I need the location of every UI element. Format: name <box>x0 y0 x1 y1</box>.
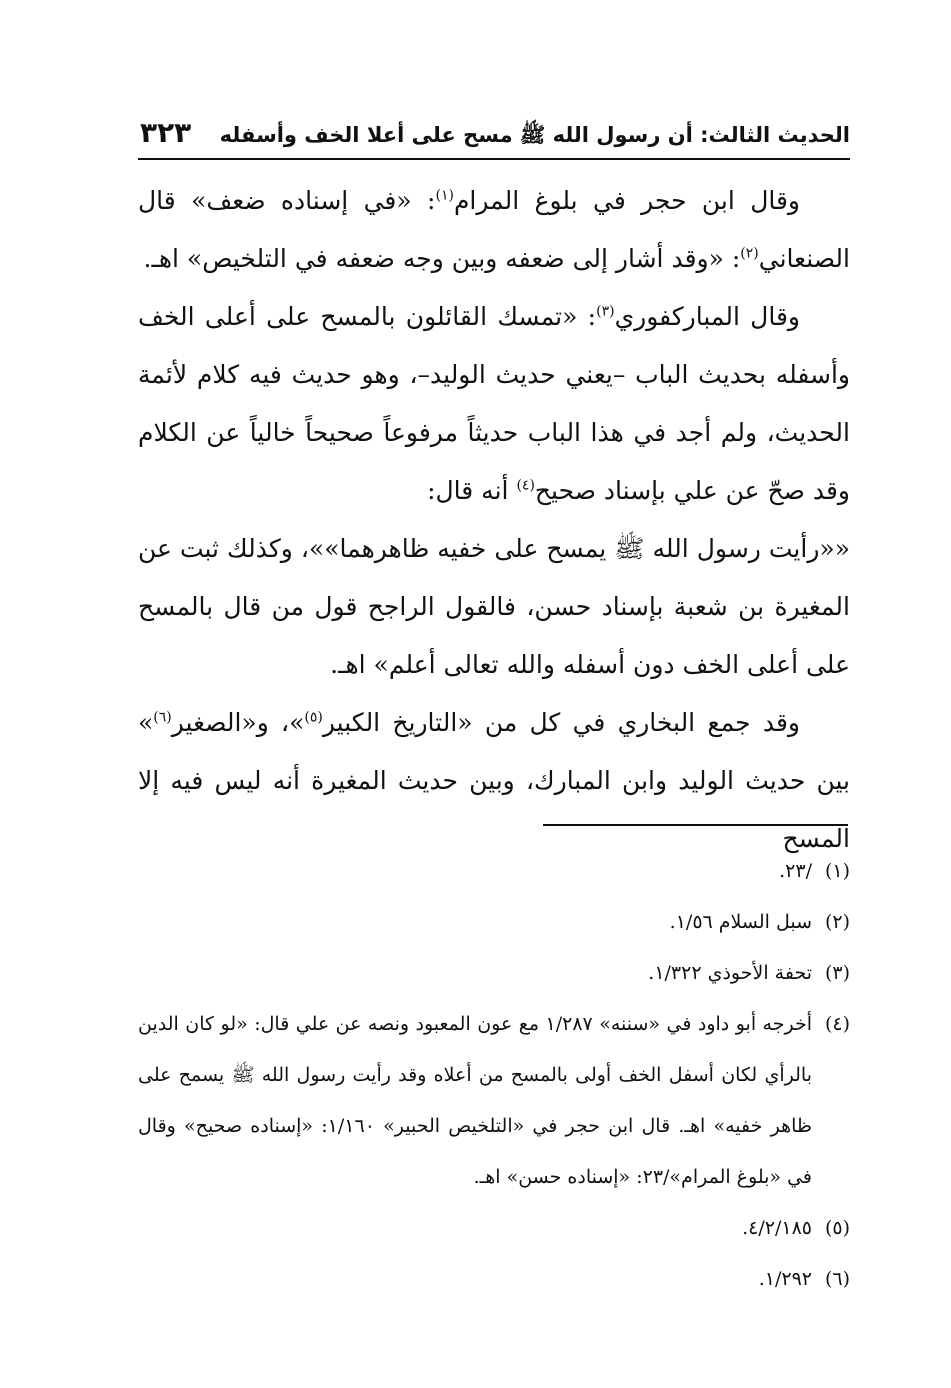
text-run: : «وقد أشار إلى ضعفه وبين وجه ضعفه في التلخيص» اهـ. <box>143 244 741 273</box>
text-run: » بين حديث الوليد وابن المبارك، وبين حديث المغيرة أنه ليس فيه إلا المسح <box>138 708 850 853</box>
footnote-number: (٤) <box>824 1013 850 1035</box>
footnote-separator <box>543 824 848 826</box>
text-run: »، و«الصغير <box>171 708 305 737</box>
text-run: : «في إسناده ضعف» قال الصنعاني <box>138 186 850 273</box>
footnote <box>138 897 850 948</box>
text-run: وقال ابن حجر في بلوغ المرام <box>453 186 800 215</box>
footnote-text: ٤/٢/١٨٥. <box>742 1217 812 1239</box>
text-run: ««رأيت رسول الله ﷺ يمسح على خفيه ظاهرهما»»، وكذلك ثبت عن المغيرة بن شعبة بإسناد حسن، فالقول الراجح قول من قال بالمسح على أعلى الخف دون أسفله والله تعالى أعلم» اهـ. <box>138 534 850 679</box>
paragraph <box>138 288 850 520</box>
footnote-number: (٥) <box>824 1217 850 1239</box>
footnote-number: (٦) <box>824 1268 850 1290</box>
main-text <box>138 172 850 868</box>
footnote-ref: (٦) <box>153 709 172 726</box>
footnote-number: (١) <box>824 860 850 882</box>
running-title: الحديث الثالث: أن رسول الله ﷺ مسح على أعلا الخف وأسفله <box>219 123 850 147</box>
footnote <box>138 1254 850 1305</box>
text-run: : «تمسك القائلون بالمسح على أعلى الخف وأسفله بحديث الباب –يعني حديث الوليد–، وهو حديث فيه كلام لأئمة الحديث، ولم أجد في هذا الباب حديثاً مرفوعاً صحيحاً خالياً عن الكلام وقد صحّ عن علي بإسناد صحيح <box>138 302 850 505</box>
paragraph <box>138 520 850 694</box>
footnote-ref: (١) <box>435 187 454 204</box>
footnote-number: (٢) <box>824 911 850 933</box>
page-number: ٣٢٣ <box>140 116 192 149</box>
footnote <box>138 1203 850 1254</box>
footnote-text: ١/٢٩٢. <box>758 1268 812 1290</box>
footnote-number: (٣) <box>824 962 850 984</box>
footnote <box>138 948 850 999</box>
footnote-text: تحفة الأحوذي ١/٣٢٢. <box>648 962 812 984</box>
footnote-text: سبل السلام ١/٥٦. <box>669 911 812 933</box>
paragraph <box>138 694 850 868</box>
footnote-ref: (٥) <box>304 709 323 726</box>
footnote <box>138 999 850 1203</box>
footnote-text: /٢٣. <box>779 860 812 882</box>
footnote-ref: (٢) <box>740 245 759 262</box>
footnote <box>138 846 850 897</box>
text-run: وقال المباركفوري <box>614 302 800 331</box>
footnotes <box>138 846 850 1305</box>
text-run: أنه قال: <box>427 476 517 505</box>
footnote-ref: (٤) <box>516 477 535 494</box>
text-run: وقد جمع البخاري في كل من «التاريخ الكبير <box>322 708 800 737</box>
footnote-text: أخرجه أبو داود في «سننه» ١/٢٨٧ مع عون المعبود ونصه عن علي قال: «لو كان الدين بالرأي لكان أسفل الخف أولى بالمسح من أعلاه وقد رأيت رسول الله ﷺ يسمح على ظاهر خفيه» اهـ. قال ابن حجر في «التلخيص الحبير» ١/١٦٠: «إسناده صحيح» وقال في «بلوغ المرام»/٢٣: «إسناده حسن» اهـ. <box>138 1013 813 1188</box>
footnote-ref: (٣) <box>596 303 615 320</box>
page-header <box>138 116 850 160</box>
paragraph <box>138 172 850 288</box>
